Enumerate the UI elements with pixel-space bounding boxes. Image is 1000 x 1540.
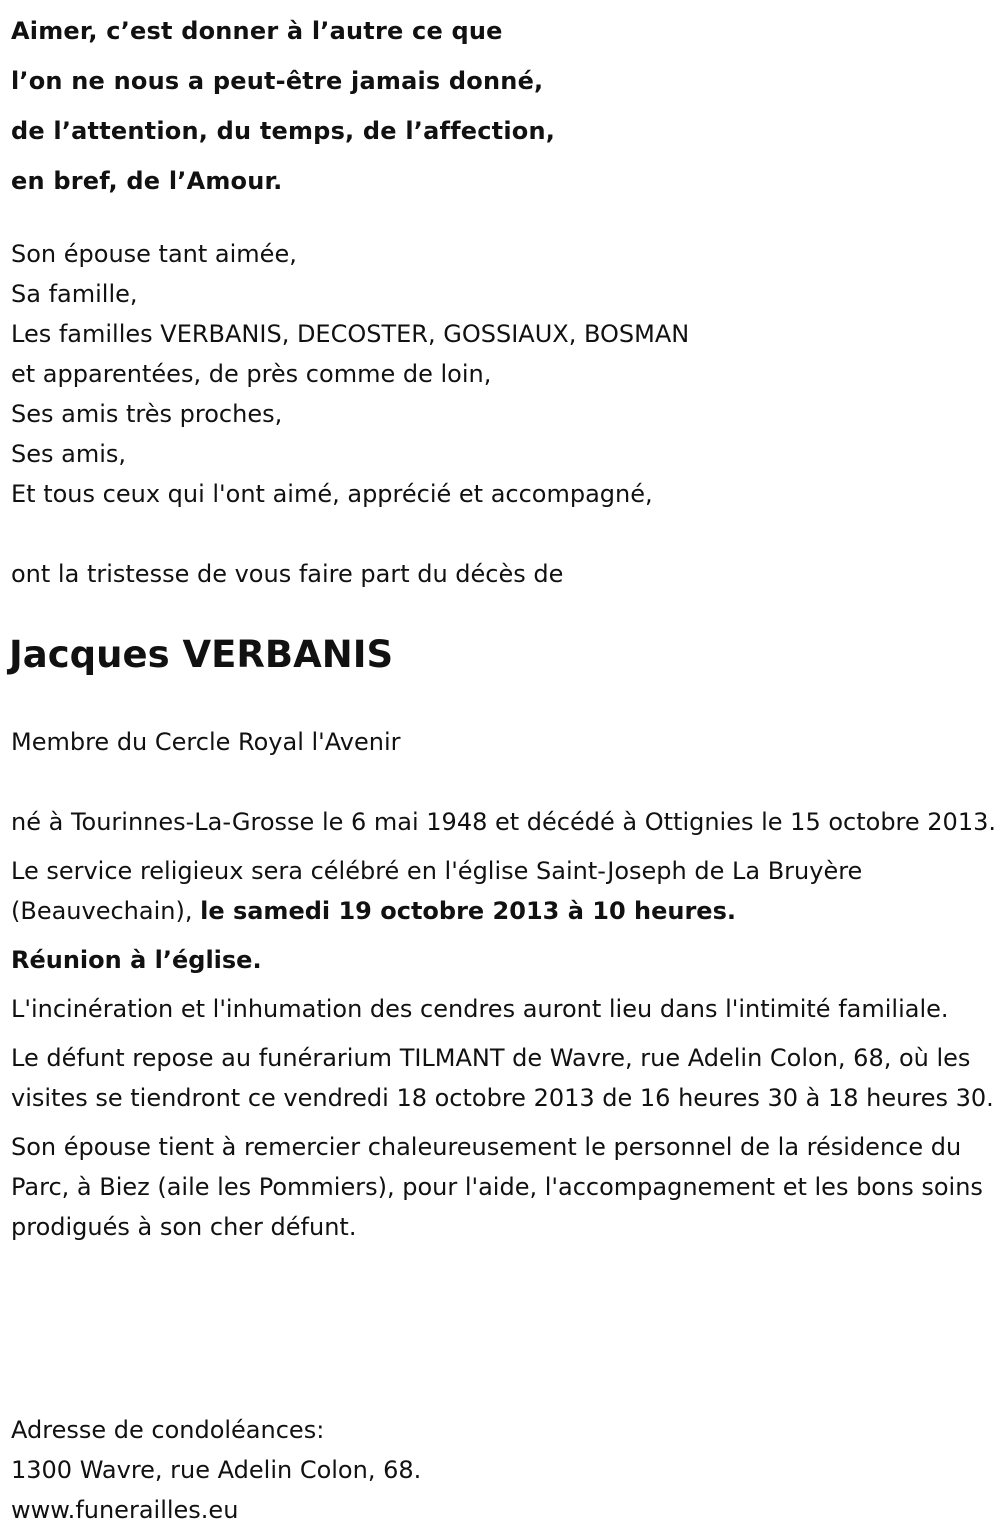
deceased-name: Jacques VERBANIS <box>9 633 394 676</box>
family-line: Son épouse tant aimée, <box>11 240 297 268</box>
family-line: Les familles VERBANIS, DECOSTER, GOSSIAUX, BOSMAN <box>11 320 690 348</box>
opening-poem <box>11 6 555 206</box>
family-line: Sa famille, <box>11 280 138 308</box>
service-text: Le service religieux sera célébré en l'église Saint-Joseph de La Bruyère (Beauvechain), <box>11 857 863 925</box>
reunion-text: Réunion à l’église. <box>11 946 262 974</box>
membership-line: Membre du Cercle Royal l'Avenir <box>11 728 401 756</box>
cremation-paragraph: L'incinération et l'inhumation des cendres auront lieu dans l'intimité familiale. <box>11 995 949 1023</box>
birth-death-paragraph: né à Tourinnes-La-Grosse le 6 mai 1948 et décédé à Ottignies le 15 octobre 2013. <box>11 808 996 836</box>
address-label: Adresse de condoléances: <box>11 1416 325 1444</box>
service-date: le samedi 19 octobre 2013 à 10 heures. <box>200 897 736 925</box>
family-line: Ses amis, <box>11 440 127 468</box>
family-list <box>11 234 689 514</box>
address-line: 1300 Wavre, rue Adelin Colon, 68. <box>11 1456 422 1484</box>
obituary-details <box>11 802 996 1256</box>
service-paragraph <box>11 851 996 931</box>
reunion-paragraph <box>11 940 996 980</box>
poem-line: Aimer, c’est donner à l’autre ce que <box>11 17 503 45</box>
poem-line: en bref, de l’Amour. <box>11 167 283 195</box>
family-line: et apparentées, de près comme de loin, <box>11 360 492 388</box>
family-line: Et tous ceux qui l'ont aimé, apprécié et accompagné, <box>11 480 653 508</box>
visits-paragraph: Le défunt repose au funérarium TILMANT de Wavre, rue Adelin Colon, 68, où les visites se tiendront ce vendredi 18 octobre 2013 de 16 heures 30 à 18 heures 30. <box>11 1044 994 1112</box>
announcement-intro: ont la tristesse de vous faire part du décès de <box>11 560 564 588</box>
thanks-paragraph: Son épouse tient à remercier chaleureusement le personnel de la résidence du Parc, à Biez (aile les Pommiers), pour l'aide, l'accompagnement et les bons soins prodigués à son cher défunt. <box>11 1133 983 1241</box>
poem-line: de l’attention, du temps, de l’affection, <box>11 117 556 145</box>
condolence-address <box>11 1410 421 1530</box>
family-line: Ses amis très proches, <box>11 400 283 428</box>
website-link[interactable]: www.funerailles.eu <box>11 1496 239 1524</box>
poem-line: l’on ne nous a peut-être jamais donné, <box>11 67 544 95</box>
